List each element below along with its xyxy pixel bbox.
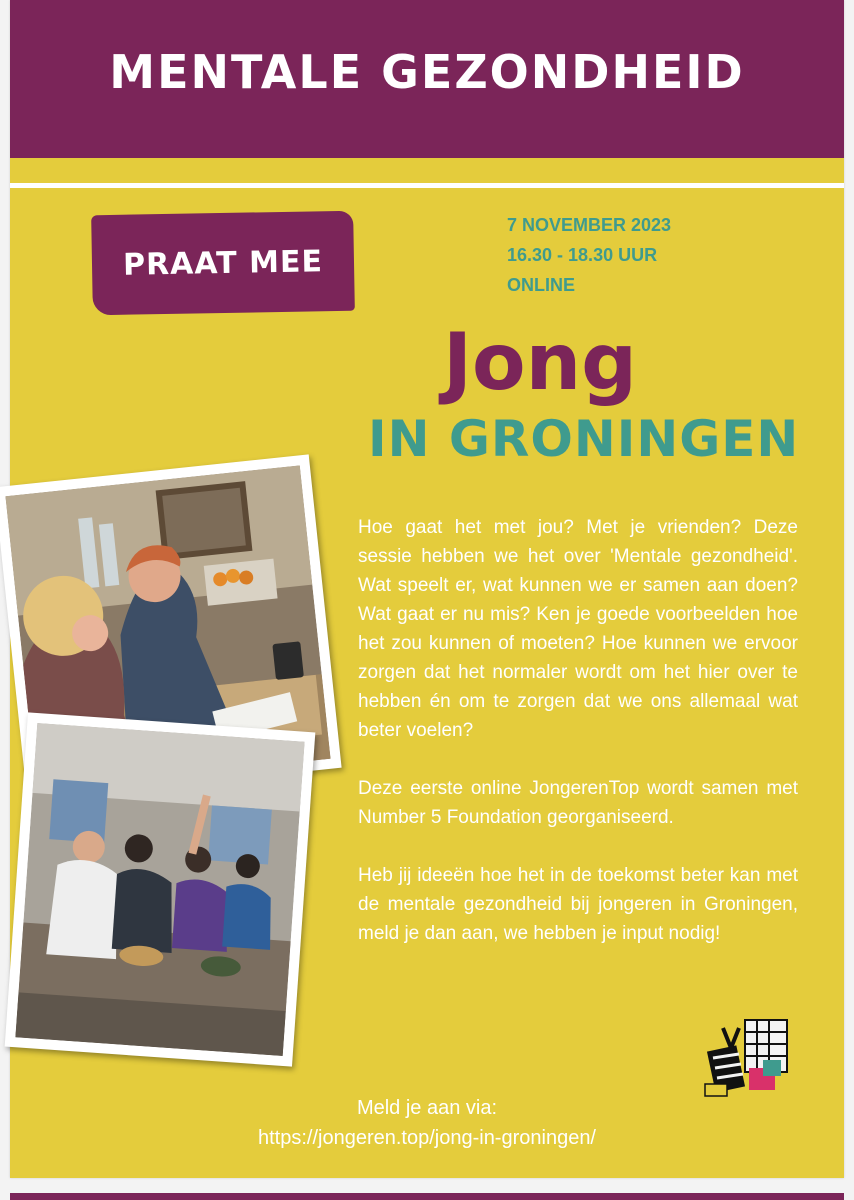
divider — [10, 183, 844, 188]
paragraph-intro: Hoe gaat het met jou? Met je vrienden? Deze sessie hebben we het over 'Mentale gezondheid'. Wat speelt er, wat kunnen we er samen aan doen? Wat gaat er nu mis? Ken je goede voorbeelden hoe het zou kunnen of moeten? Hoe kunnen we ervoor zorgen dat het normaler wordt om het hier over te hebben én om te zorgen dat we ons allemaal wat beter voelen? — [358, 517, 798, 741]
event-date: 7 NOVEMBER 2023 — [507, 215, 672, 235]
header-banner — [10, 0, 844, 158]
bottom-banner-edge — [10, 1193, 844, 1200]
photo-classroom-image — [15, 723, 304, 1056]
signup-block — [10, 1093, 844, 1153]
badge-label: PRAAT MEE — [122, 243, 324, 283]
jongerentop-logo-icon — [703, 1018, 793, 1098]
page-title: MENTALE GEZONDHEID — [109, 45, 745, 99]
praat-mee-badge — [91, 211, 355, 316]
photo-classroom — [5, 712, 316, 1066]
event-location: ONLINE — [507, 275, 576, 295]
signup-link[interactable]: https://jongeren.top/jong-in-groningen/ — [257, 1127, 596, 1149]
body-text — [358, 513, 798, 977]
headline-jong: Jong — [443, 318, 637, 408]
event-time: 16.30 - 18.30 UUR — [507, 245, 658, 265]
poster — [10, 0, 844, 1178]
signup-label: Meld je aan via: — [356, 1097, 498, 1119]
headline-groningen: IN GRONINGEN — [368, 410, 800, 468]
paragraph-call-to-action: Heb jij ideeën hoe het in de toekomst beter kan met de mentale gezondheid bij jongeren in Groningen, meld je dan aan, we hebben je input nodig! — [358, 865, 798, 944]
paragraph-organizers: Deze eerste online JongerenTop wordt samen met Number 5 Foundation georganiseerd. — [358, 778, 798, 828]
event-details — [507, 210, 671, 300]
